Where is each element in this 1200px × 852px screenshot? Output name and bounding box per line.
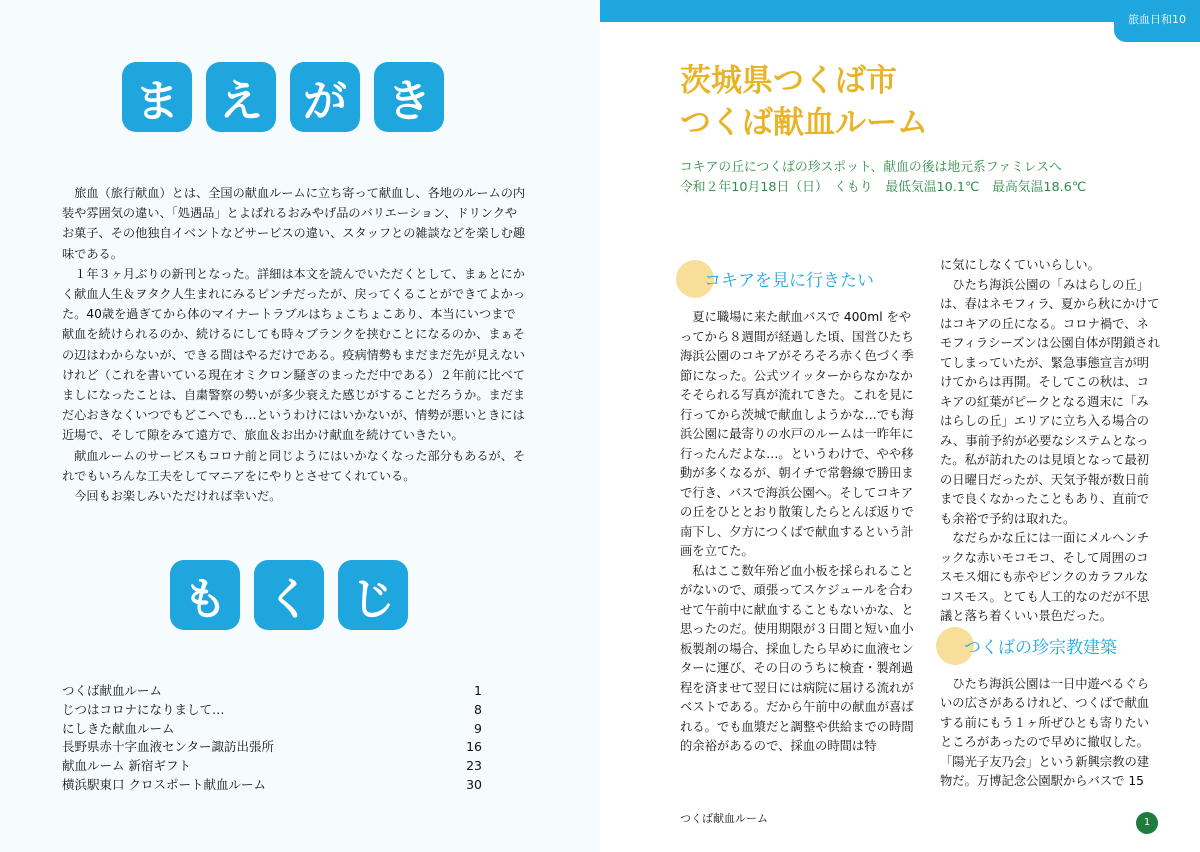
toc-entry[interactable]: じつはコロナになりまして… 8 [62,701,482,717]
body-paragraph: 私はここ数年殆ど血小板を採られることがないので、頑張ってスケジュールを合わせて午前中に献血することもないかな、と思ったのだ。使用期限が３日間と短い血小板製剤の場合、採血したら早めに血液センターに運び、その日のうちに検査・製剤過程を済ませて翌日には病院に届ける流れがベストである。だから午前中の献血が喜ばれる。でも血漿だと調整や供給までの時間的余裕があるので、採血の時間は特 [680,563,914,753]
heading-tile: く [254,560,324,630]
section-heading: つくばの珍宗教建築 [940,629,1160,669]
intro-paragraph: 旅血（旅行献血）とは、全国の献血ルームに立ち寄って献血し、各地のルームの内装や雰囲気の違い、「処遇品」とよばれるおみやげ品のバリエーション、ドリンクやお菓子、その他独自イベントなどサービスの違い、スタッフとの雑談などを楽しむ趣味である。 [62,186,526,261]
heading-tile: じ [338,560,408,630]
body-paragraph: ひたち海浜公園の「みはらしの丘」は、春はネモフィラ、夏から秋にかけてはコキアの丘になる。コロナ禍で、ネモフィラシーズンは公園自体が閉鎖されてしまっていたが、緊急事態宣言が明けてからは再開。そしてこの秋は、コキアの紅葉がピークとなる週末に「みはらしの丘」エリアに立ち入る場合のみ、事前予約が必要なシステムとなった。私が訪れたのは見頃となって最初の日曜日だったが、天気予報が数日前まで良くなかったこともあり、直前でも余裕で予約は取れた。 [940,277,1160,526]
article-subtitle: コキアの丘につくばの珍スポット、献血の後は地元系ファミレスへ 令和２年10月18日（日） くもり 最低気温10.1℃ 最高気温18.6℃ [680,160,1087,195]
article-title: 茨城県つくば市 つくば献血ルーム [680,63,928,141]
heading-tile: ま [122,62,192,132]
body-paragraph: なだらかな丘には一面にメルヘンチックな赤いモコモコ、そして周囲のコスモス畑にも赤やピンクのカラフルなコスモス。とても人工的なのだが不思議と落ち着くいい景色だった。 [940,531,1150,623]
page-number: 1 [1136,812,1158,834]
column-2 [940,256,1160,792]
heading-tile: き [374,62,444,132]
heading-tile: も [170,560,240,630]
right-page [600,0,1200,852]
toc-entry[interactable]: 長野県赤十字血液センター諏訪出張所 16 [62,739,482,755]
toc-entry[interactable]: 横浜駅東口 クロスポート献血ルーム 30 [62,776,482,792]
intro-paragraph: １年３ヶ月ぶりの新刊となった。詳細は本文を読んでいただくとして、まぁとにかく献血人生＆ヲタク人生まれにみるピンチだったが、戻ってくることができてよかった。40歳を過ぎてから体のマイナートラブルはちょこちょこあり、本当にいつまで献血を続けられるのか、続けるにしても時々ブランクを挟むことになるのか、まぁその辺はわからないが、できる間はやるだけである。疫病情勢もまだまだ先が見えないけれど（これを書いている現在オミクロン騒ぎのまっただ中である）２年前に比べてましになったことは、自粛警察の勢いが多少衰えた感じがすることだろうか。まだまだ心おきなくいつでもどこへでも…というわけにはいかないが、情勢が悪いときには近場で、そして隙をみて遠方で、旅血＆お出かけ献血を続けていきたい。 [62,266,526,443]
toc-entry[interactable]: つくば献血ルーム 1 [62,683,482,698]
section-heading: コキアを見に行きたい [680,262,920,302]
heading-tile: が [290,62,360,132]
intro-paragraph: 献血ルームのサービスもコロナ前と同じようにはいかなくなった部分もあるが、それでもいろんな工夫をしてマニアをにやりとさせてくれている。 [62,448,526,483]
series-tab: 旅血日和10 [1114,0,1200,42]
body-paragraph: 夏に職場に来た献血バスで 400ml をやってから８週間が経過した頃、国営ひたち海浜公園のコキアがそろそろ赤く色づく季節になった。公式ツイッターからなかなかそそられる写真が流れてきた。これを見に行ってから茨城で献血しようかな…でも海浜公園に最寄りの水戸のルームは一昨年に行ったんだよな…。というわけで、やや移動が多くなるが、朝イチで常磐線で勝田まで行き、バスで海浜公園へ。そしてコキアの丘をひととおり散策したらとんぼ返りで南下し、夕方につくばで献血するという計画を立てた。 [680,310,914,558]
header-bar [600,0,1200,22]
column-1 [680,260,920,757]
heading-tile: え [206,62,276,132]
table-of-contents [62,682,482,795]
intro-paragraph: 今回もお楽しみいただければ幸いだ。 [74,489,282,504]
page-footer: つくば献血ルーム [680,812,768,825]
intro-text [62,183,526,506]
toc-entry[interactable]: 献血ルーム 新宿ギフト 23 [62,758,482,774]
maegaki-heading [122,62,444,132]
body-paragraph: に気にしなくていいらしい。 [940,258,1100,272]
toc-entry[interactable]: にしきた献血ルーム 9 [62,720,482,736]
mokuji-heading [170,560,408,630]
body-paragraph: ひたち海浜公園は一日中遊べるぐらいの広さがあるけれど、つくばで献血する前にもう１ヶ所ぜひとも寄りたいところがあったので早めに撤収した。「陽光子友乃会」という新興宗教の建物だ。万博記念公園駅からバスで 15 [940,676,1150,788]
